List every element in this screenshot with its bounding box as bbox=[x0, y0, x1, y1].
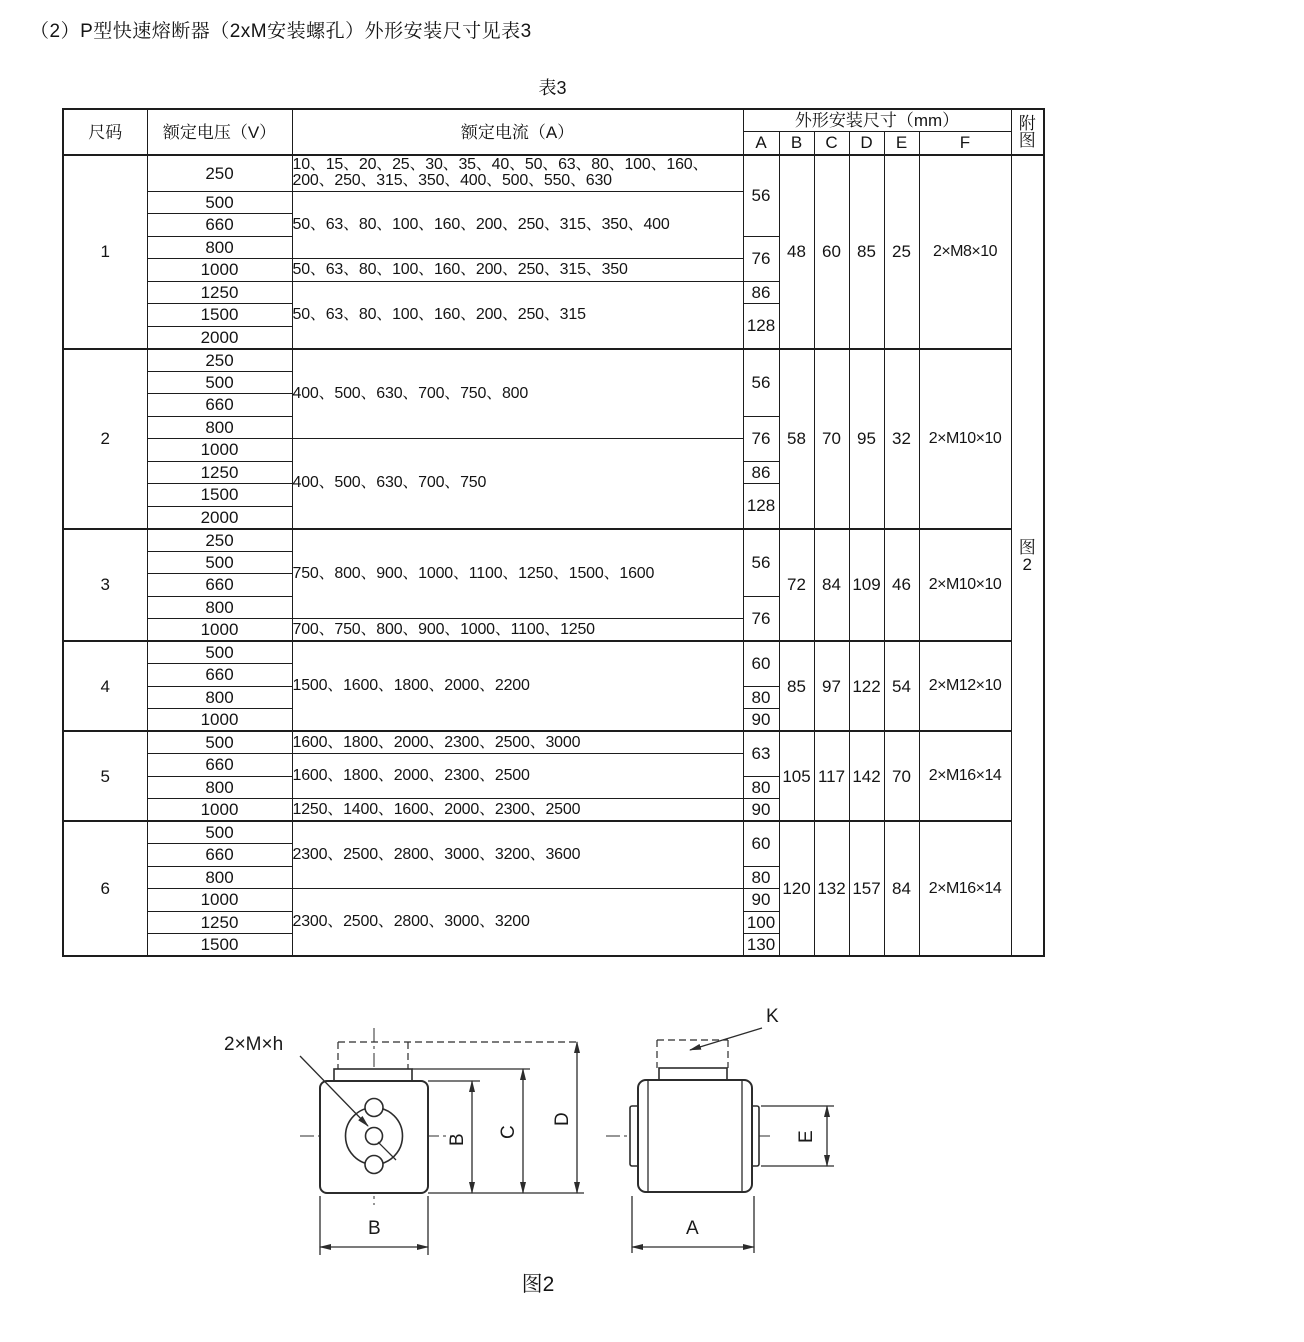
dim-b-cell: 48 bbox=[779, 155, 814, 349]
voltage-cell: 1000 bbox=[147, 709, 292, 732]
voltage-cell: 250 bbox=[147, 529, 292, 552]
dim-e-cell: 70 bbox=[884, 731, 919, 821]
voltage-cell: 660 bbox=[147, 754, 292, 777]
voltage-cell: 800 bbox=[147, 596, 292, 619]
voltage-cell: 1000 bbox=[147, 799, 292, 822]
dim-a-cell: 100 bbox=[743, 911, 779, 934]
current-cell: 700、750、800、900、1000、1100、1250 bbox=[292, 619, 743, 642]
voltage-cell: 250 bbox=[147, 155, 292, 191]
dim-a-cell: 76 bbox=[743, 416, 779, 461]
voltage-cell: 500 bbox=[147, 731, 292, 754]
dim-a-cell: 56 bbox=[743, 155, 779, 236]
dim-a-cell: 128 bbox=[743, 484, 779, 529]
voltage-cell: 1500 bbox=[147, 304, 292, 327]
header-dim-a: A bbox=[743, 131, 779, 155]
current-cell: 10、15、20、25、30、35、40、50、63、80、100、160、200、250、315、350、400、500、550、630 bbox=[292, 155, 743, 191]
dim-f-cell: 2×M16×14 bbox=[919, 731, 1011, 821]
voltage-cell: 800 bbox=[147, 236, 292, 259]
dim-d-cell: 122 bbox=[849, 641, 884, 731]
voltage-cell: 800 bbox=[147, 416, 292, 439]
voltage-cell: 1250 bbox=[147, 911, 292, 934]
dim-a-cell: 56 bbox=[743, 529, 779, 597]
voltage-cell: 660 bbox=[147, 394, 292, 417]
side-dim-a-label: A bbox=[686, 1218, 699, 1239]
dim-a-cell: 86 bbox=[743, 281, 779, 304]
voltage-cell: 2000 bbox=[147, 506, 292, 529]
dim-c-cell: 60 bbox=[814, 155, 849, 349]
dim-a-cell: 90 bbox=[743, 709, 779, 732]
front-view-diagram bbox=[224, 1028, 584, 1255]
dim-a-cell: 76 bbox=[743, 596, 779, 641]
dim-a-cell: 76 bbox=[743, 236, 779, 281]
current-cell: 1600、1800、2000、2300、2500、3000 bbox=[292, 731, 743, 754]
front-screw-label: 2×M×h bbox=[224, 1034, 284, 1055]
dim-d-cell: 142 bbox=[849, 731, 884, 821]
current-cell: 50、63、80、100、160、200、250、315 bbox=[292, 281, 743, 349]
header-dimensions: 外形安装尺寸（mm） bbox=[743, 109, 1011, 131]
current-cell: 1600、1800、2000、2300、2500 bbox=[292, 754, 743, 799]
dim-a-cell: 60 bbox=[743, 821, 779, 866]
dim-a-cell: 86 bbox=[743, 461, 779, 484]
dim-b-cell: 72 bbox=[779, 529, 814, 642]
dim-d-cell: 157 bbox=[849, 821, 884, 956]
size-cell: 5 bbox=[63, 731, 147, 821]
voltage-cell: 800 bbox=[147, 776, 292, 799]
front-dim-b-right-label: B bbox=[447, 1133, 468, 1146]
dim-e-cell: 46 bbox=[884, 529, 919, 642]
size-cell: 6 bbox=[63, 821, 147, 956]
dim-a-cell: 80 bbox=[743, 866, 779, 889]
header-dim-d: D bbox=[849, 131, 884, 155]
header-current: 额定电流（A） bbox=[292, 109, 743, 155]
header-voltage: 额定电压（V） bbox=[147, 109, 292, 155]
spec-table-header bbox=[63, 109, 1044, 155]
header-dim-f: F bbox=[919, 131, 1011, 155]
current-cell: 50、63、80、100、160、200、250、315、350 bbox=[292, 259, 743, 282]
size-cell: 2 bbox=[63, 349, 147, 529]
dim-f-cell: 2×M16×14 bbox=[919, 821, 1011, 956]
dim-b-cell: 105 bbox=[779, 731, 814, 821]
voltage-cell: 1000 bbox=[147, 889, 292, 912]
dim-d-cell: 95 bbox=[849, 349, 884, 529]
spec-table-body bbox=[63, 155, 1044, 956]
size-cell: 1 bbox=[63, 155, 147, 349]
header-size: 尺码 bbox=[63, 109, 147, 155]
dim-a-cell: 80 bbox=[743, 686, 779, 709]
dim-b-cell: 85 bbox=[779, 641, 814, 731]
dim-d-cell: 109 bbox=[849, 529, 884, 642]
table-caption: 表3 bbox=[538, 78, 567, 98]
dim-a-cell: 130 bbox=[743, 934, 779, 957]
dim-f-cell: 2×M12×10 bbox=[919, 641, 1011, 731]
dim-e-cell: 54 bbox=[884, 641, 919, 731]
voltage-cell: 660 bbox=[147, 844, 292, 867]
voltage-cell: 660 bbox=[147, 574, 292, 597]
installation-drawing bbox=[0, 998, 1304, 1342]
header-dim-e: E bbox=[884, 131, 919, 155]
current-cell: 750、800、900、1000、1100、1250、1500、1600 bbox=[292, 529, 743, 619]
dim-f-cell: 2×M8×10 bbox=[919, 155, 1011, 349]
voltage-cell: 1250 bbox=[147, 281, 292, 304]
dim-c-cell: 97 bbox=[814, 641, 849, 731]
voltage-cell: 660 bbox=[147, 214, 292, 237]
dim-f-cell: 2×M10×10 bbox=[919, 529, 1011, 642]
voltage-cell: 1000 bbox=[147, 439, 292, 462]
current-cell: 2300、2500、2800、3000、3200、3600 bbox=[292, 821, 743, 889]
dim-e-cell: 32 bbox=[884, 349, 919, 529]
dim-e-cell: 84 bbox=[884, 821, 919, 956]
dim-a-cell: 63 bbox=[743, 731, 779, 776]
current-cell: 1500、1600、1800、2000、2200 bbox=[292, 641, 743, 731]
figure-ref-line: 图 bbox=[1018, 537, 1036, 557]
front-dim-c-label: C bbox=[498, 1125, 519, 1139]
dim-d-cell: 85 bbox=[849, 155, 884, 349]
spec-table bbox=[62, 108, 1045, 957]
dim-a-cell: 90 bbox=[743, 889, 779, 912]
side-dim-e-label: E bbox=[796, 1130, 817, 1143]
current-cell: 400、500、630、700、750、800 bbox=[292, 349, 743, 439]
voltage-cell: 1000 bbox=[147, 259, 292, 282]
voltage-cell: 250 bbox=[147, 349, 292, 372]
voltage-cell: 500 bbox=[147, 641, 292, 664]
voltage-cell: 500 bbox=[147, 191, 292, 214]
dim-c-cell: 84 bbox=[814, 529, 849, 642]
dim-a-cell: 60 bbox=[743, 641, 779, 686]
figure-caption: 图2 bbox=[521, 1273, 555, 1296]
front-dim-d-label: D bbox=[552, 1112, 573, 1126]
dim-b-cell: 58 bbox=[779, 349, 814, 529]
voltage-cell: 1500 bbox=[147, 484, 292, 507]
dim-a-cell: 56 bbox=[743, 349, 779, 417]
side-label-k: K bbox=[766, 1006, 779, 1027]
dim-f-cell: 2×M10×10 bbox=[919, 349, 1011, 529]
page-title: （2）P型快速熔断器（2xM安装螺孔）外形安装尺寸见表3 bbox=[30, 21, 532, 42]
voltage-cell: 800 bbox=[147, 686, 292, 709]
figure-ref-cell bbox=[1011, 155, 1044, 956]
voltage-cell: 800 bbox=[147, 866, 292, 889]
voltage-cell: 1250 bbox=[147, 461, 292, 484]
current-cell: 2300、2500、2800、3000、3200 bbox=[292, 889, 743, 957]
figure-ref-line: 2 bbox=[1022, 554, 1032, 574]
voltage-cell: 1500 bbox=[147, 934, 292, 957]
current-cell: 1250、1400、1600、2000、2300、2500 bbox=[292, 799, 743, 822]
dim-c-cell: 132 bbox=[814, 821, 849, 956]
current-cell: 50、63、80、100、160、200、250、315、350、400 bbox=[292, 191, 743, 259]
voltage-cell: 1000 bbox=[147, 619, 292, 642]
dim-e-cell: 25 bbox=[884, 155, 919, 349]
side-view-diagram bbox=[606, 1006, 834, 1253]
voltage-cell: 500 bbox=[147, 371, 292, 394]
dim-b-cell: 120 bbox=[779, 821, 814, 956]
size-cell: 3 bbox=[63, 529, 147, 642]
dim-c-cell: 117 bbox=[814, 731, 849, 821]
dim-a-cell: 90 bbox=[743, 799, 779, 822]
header-dim-c: C bbox=[814, 131, 849, 155]
dim-c-cell: 70 bbox=[814, 349, 849, 529]
front-dim-b-bottom-label: B bbox=[368, 1218, 381, 1239]
header-dim-b: B bbox=[779, 131, 814, 155]
current-cell: 400、500、630、700、750 bbox=[292, 439, 743, 529]
size-cell: 4 bbox=[63, 641, 147, 731]
header-figure: 附图 bbox=[1011, 109, 1044, 155]
dim-a-cell: 128 bbox=[743, 304, 779, 349]
voltage-cell: 500 bbox=[147, 551, 292, 574]
voltage-cell: 660 bbox=[147, 664, 292, 687]
voltage-cell: 2000 bbox=[147, 326, 292, 349]
dim-a-cell: 80 bbox=[743, 776, 779, 799]
voltage-cell: 500 bbox=[147, 821, 292, 844]
